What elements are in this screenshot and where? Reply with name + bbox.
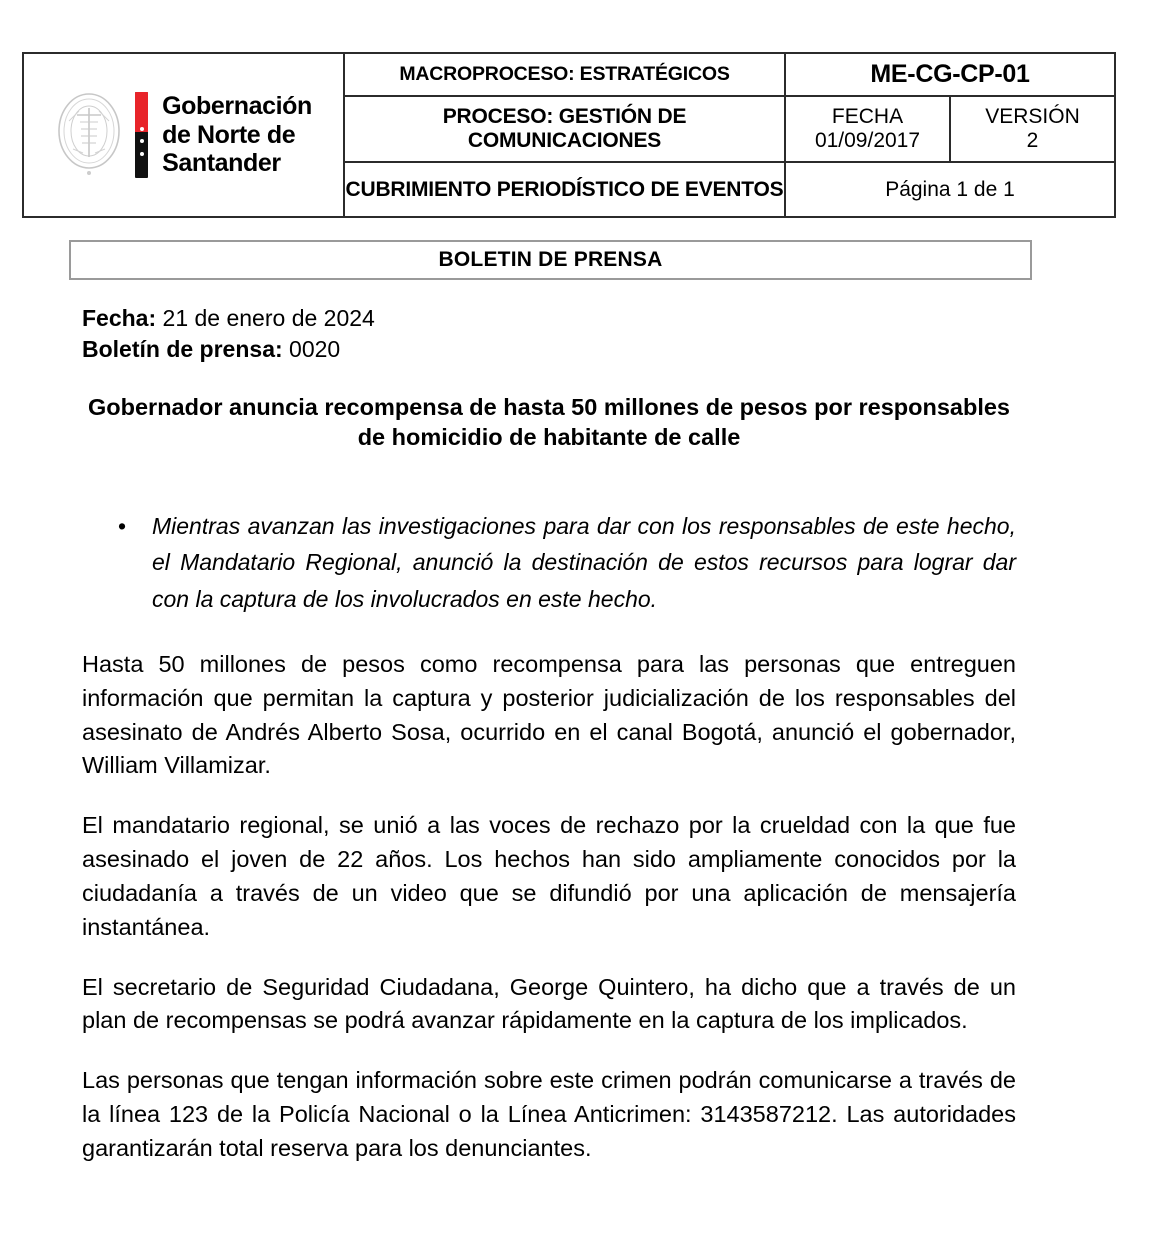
macroproceso-cell: MACROPROCESO: ESTRATÉGICOS [344,53,785,96]
bullet-marker-icon: • [118,513,127,539]
version-cell [950,96,1115,162]
body-paragraph: El mandatario regional, se unió a las voces de rechazo por la crueldad con la que fue asesinado el joven de 22 años. Los hechos han sido ampliamente conocidos por la ciudadanía a través de un video que se difundió por una aplicación de mensajería instantánea. [82,812,1016,940]
governorship-logo [24,56,343,214]
meta-boletin-value: 0020 [282,335,341,362]
press-release-body [82,648,1016,1166]
logo-line-3: Santander [162,149,281,178]
meta-fecha-label: Fecha: [82,305,157,331]
header-logo-cell [23,53,344,217]
coat-of-arms-emblem [55,91,123,179]
fecha-label: FECHA [831,105,904,129]
codigo-cell: ME-CG-CP-01 [785,53,1115,96]
pagina-cell: Página 1 de 1 [785,162,1115,217]
body-paragraph: Las personas que tengan información sobre este crimen podrán comunicarse a través de la línea 123 de la Policía Nacional o la Línea Anticrimen: 3143587212. Las autoridades garantizarán total reserva para los denunciantes. [82,1067,1016,1161]
cubrimiento-cell: CUBRIMIENTO PERIODÍSTICO DE EVENTOS [344,162,785,217]
logo-line-1: Gobernación [162,92,312,121]
meta-fecha-value: 21 de enero de 2024 [156,305,375,331]
version-value: 2 [1026,129,1039,152]
boletin-banner [69,240,1032,280]
body-paragraph: Hasta 50 millones de pesos como recompensa para las personas que entreguen información que permitan la captura y posterior judicialización de los responsables del asesinato de Andrés Alberto Sosa, ocurrido en el canal Bogotá, anunció el gobernador, William Villamizar. [82,651,1016,779]
boletin-banner-title: BOLETIN DE PRENSA [438,248,663,271]
fecha-cell [785,96,950,162]
document-header-table [22,52,1116,218]
bullet-item-text: Mientras avanzan las investigaciones para dar con los responsables de este hecho, el Mandatario Regional, anunció la destinación de estos recursos para lograr dar con la captura de los involucrados en este hecho. [152,513,1016,612]
lede-bullet-list [82,508,1016,617]
logo-wordmark [162,92,312,178]
press-release-headline: Gobernador anuncia recompensa de hasta 50 millones de pesos por responsables de homicidio de habitante de calle [87,394,1011,451]
meta-fecha-line [82,303,375,334]
version-label: VERSIÓN [985,105,1080,129]
proceso-cell: PROCESO: GESTIÓN DE COMUNICACIONES [344,96,785,162]
body-paragraph: El secretario de Seguridad Ciudadana, George Quintero, ha dicho que a través de un plan de recompensas se podrá avanzar rápidamente en la captura de los implicados. [82,973,1016,1034]
meta-boletin-label: Boletín de prensa: [82,335,283,362]
meta-boletin-line [82,334,375,365]
document-meta [82,303,375,364]
logo-line-2: de Norte de [162,120,296,149]
fecha-value: 01/09/2017 [814,129,921,152]
flag-bar-icon [135,92,148,178]
list-item [82,508,1016,617]
header-row-1 [23,53,1115,96]
